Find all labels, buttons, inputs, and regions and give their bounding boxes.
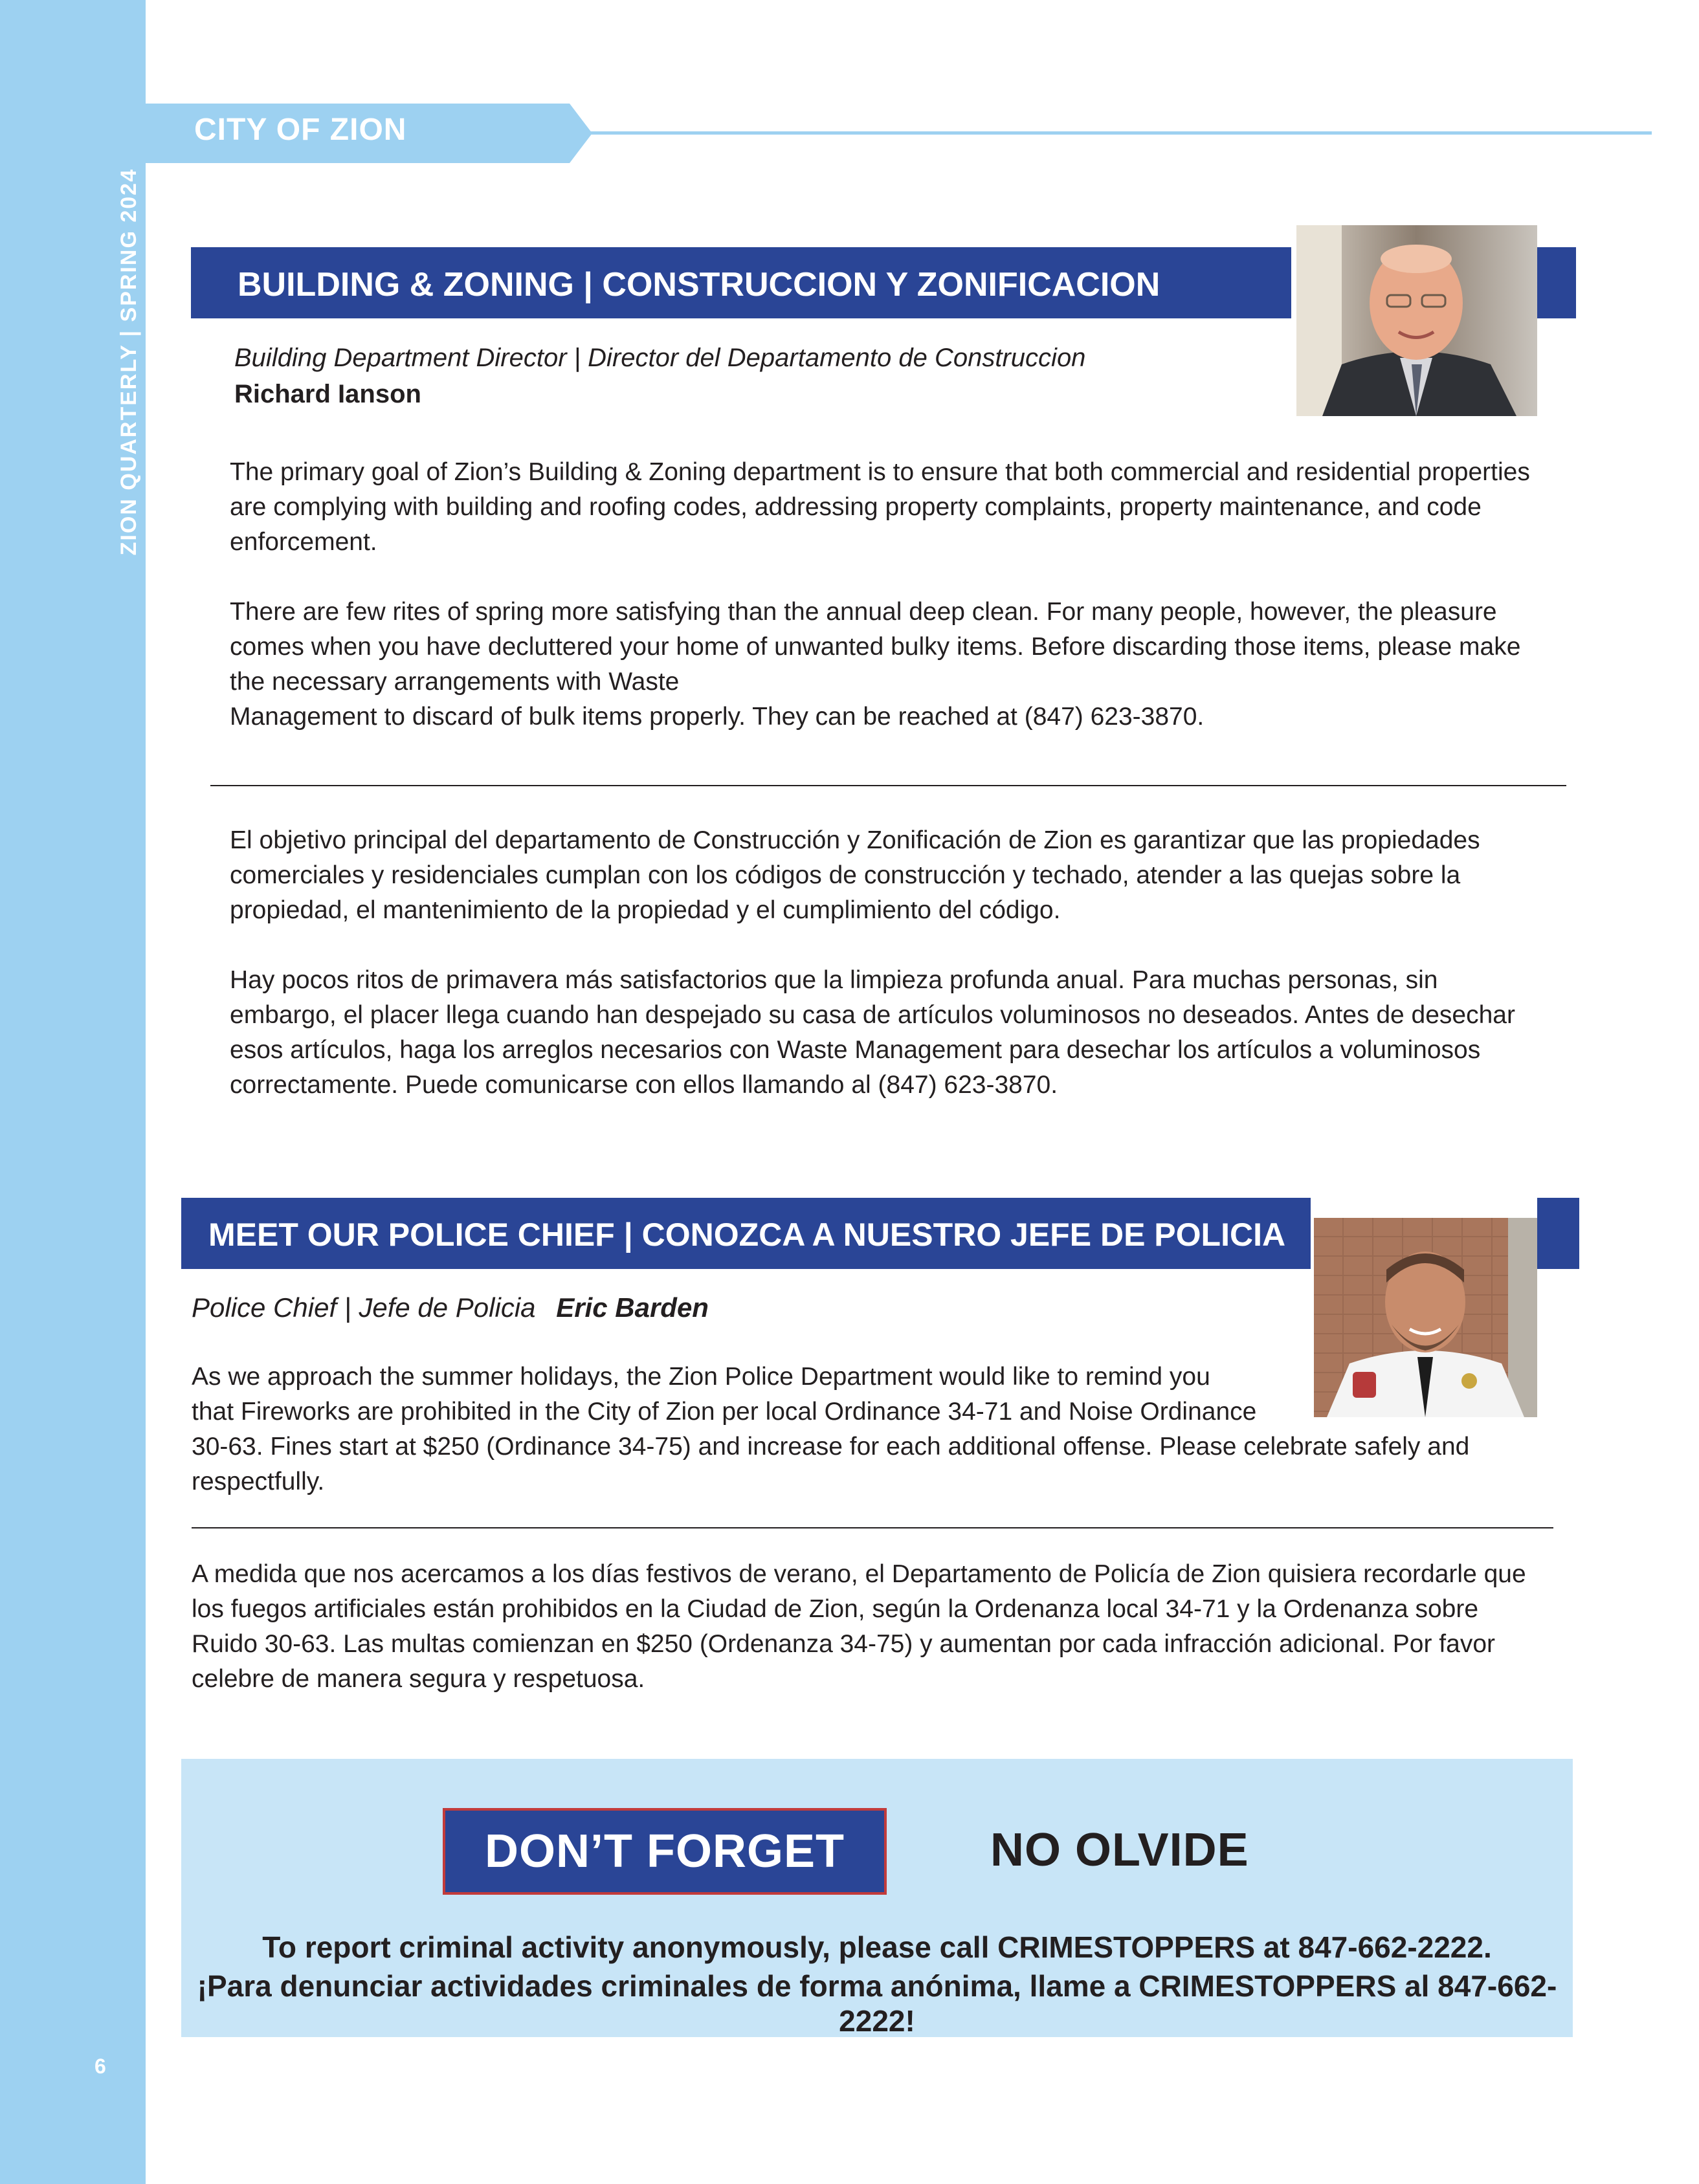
police-divider: [192, 1527, 1553, 1528]
building-heading: BUILDING & ZONING | CONSTRUCCION Y ZONIFICACION: [238, 266, 1160, 303]
building-en-paragraph-2a: There are few rites of spring more satisfying than the annual deep clean. For many people, however, the pleasure comes when you have decluttered your home of unwanted bulky items. Before discarding those items, please make the necessary arrangements with Waste: [230, 598, 1521, 696]
building-divider: [210, 785, 1566, 786]
building-band-tail: [1537, 247, 1576, 318]
police-en-rest: 30-63. Fines start at $250 (Ordinance 34-75) and increase for each additional offense. Please celebrate safely and respectfully.: [192, 1433, 1470, 1495]
building-en-paragraph-2b: Management to discard of bulk items properly. They can be reached at (847) 623-3870.: [230, 703, 1205, 731]
police-en-line-2: that Fireworks are prohibited in the City of Zion per local Ordinance 34-71 and Noise Ordinance: [192, 1398, 1257, 1426]
publication-label: ZION QUARTERLY | SPRING 2024: [117, 168, 141, 556]
no-olvide-heading: NO OLVIDE: [990, 1824, 1249, 1876]
building-es-text: [230, 823, 1537, 1103]
director-photo: [1296, 225, 1537, 416]
crimestoppers-es: ¡Para denunciar actividades criminales de forma anónima, llame a CRIMESTOPPERS al 847-662-2222!: [197, 1969, 1557, 2038]
police-band-tail: [1537, 1198, 1579, 1269]
page-number: 6: [94, 2055, 106, 2078]
header-tab-label: CITY OF ZION: [194, 113, 407, 147]
police-es-text: [192, 1557, 1538, 1697]
director-name: Richard Ianson: [234, 380, 421, 408]
police-chief-line: [192, 1290, 709, 1325]
building-en-text: [230, 455, 1537, 734]
police-heading-band: [181, 1198, 1311, 1269]
police-chief-name: Eric Barden: [556, 1292, 709, 1323]
police-es-paragraph: A medida que nos acercamos a los días festivos de verano, el Departamento de Policía de Zion quisiera recordarle que los fuegos artificiales están prohibidos en la Ciudad de Zion, según la Ordenanza local 34-71 y la Ordenanza sobre Ruido 30-63. Las multas comienzan en $250 (Ordenanza 34-75) y aumentan por cada infracción adicional. Por favor celebre de manera segura y respetuosa.: [192, 1560, 1526, 1693]
police-heading: MEET OUR POLICE CHIEF | CONOZCA A NUESTRO JEFE DE POLICIA: [208, 1217, 1286, 1253]
header-rule: [590, 131, 1652, 135]
crimestoppers-en: To report criminal activity anonymously, please call CRIMESTOPPERS at 847-662-2222.: [262, 1930, 1492, 1964]
police-en-text: [192, 1360, 1512, 1499]
dont-forget-badge: DON’T FORGET: [443, 1808, 887, 1895]
police-en-line-1: As we approach the summer holidays, the Zion Police Department would like to remind you: [192, 1363, 1210, 1391]
police-chief-title: Police Chief | Jefe de Policia: [192, 1292, 536, 1323]
building-en-paragraph-1: The primary goal of Zion’s Building & Zoning department is to ensure that both commercial and residential properties are complying with building and roofing codes, addressing property complaints, property maintenance, and code enforcement.: [230, 458, 1530, 556]
building-es-paragraph-2: Hay pocos ritos de primavera más satisfactorios que la limpieza profunda anual. Para muchas personas, sin embargo, el placer llega cuando han despejado su casa de artículos voluminosos no deseados. Antes de desechar esos artículos, haga los arreglos necesarios con Waste Management para desechar los artículos a voluminosos correctamente. Puede comunicarse con ellos llamando al (847) 623-3870.: [230, 966, 1515, 1099]
building-heading-band: [191, 247, 1291, 318]
director-title: Building Department Director | Director del Departamento de Construccion: [234, 344, 1086, 372]
building-es-paragraph-1: El objetivo principal del departamento de Construcción y Zonificación de Zion es garantizar que las propiedades comerciales y residenciales cumplan con los códigos de construcción y techado, atender a las quejas sobre la propiedad, el mantenimiento de la propiedad y el cumplimiento del código.: [230, 826, 1480, 924]
